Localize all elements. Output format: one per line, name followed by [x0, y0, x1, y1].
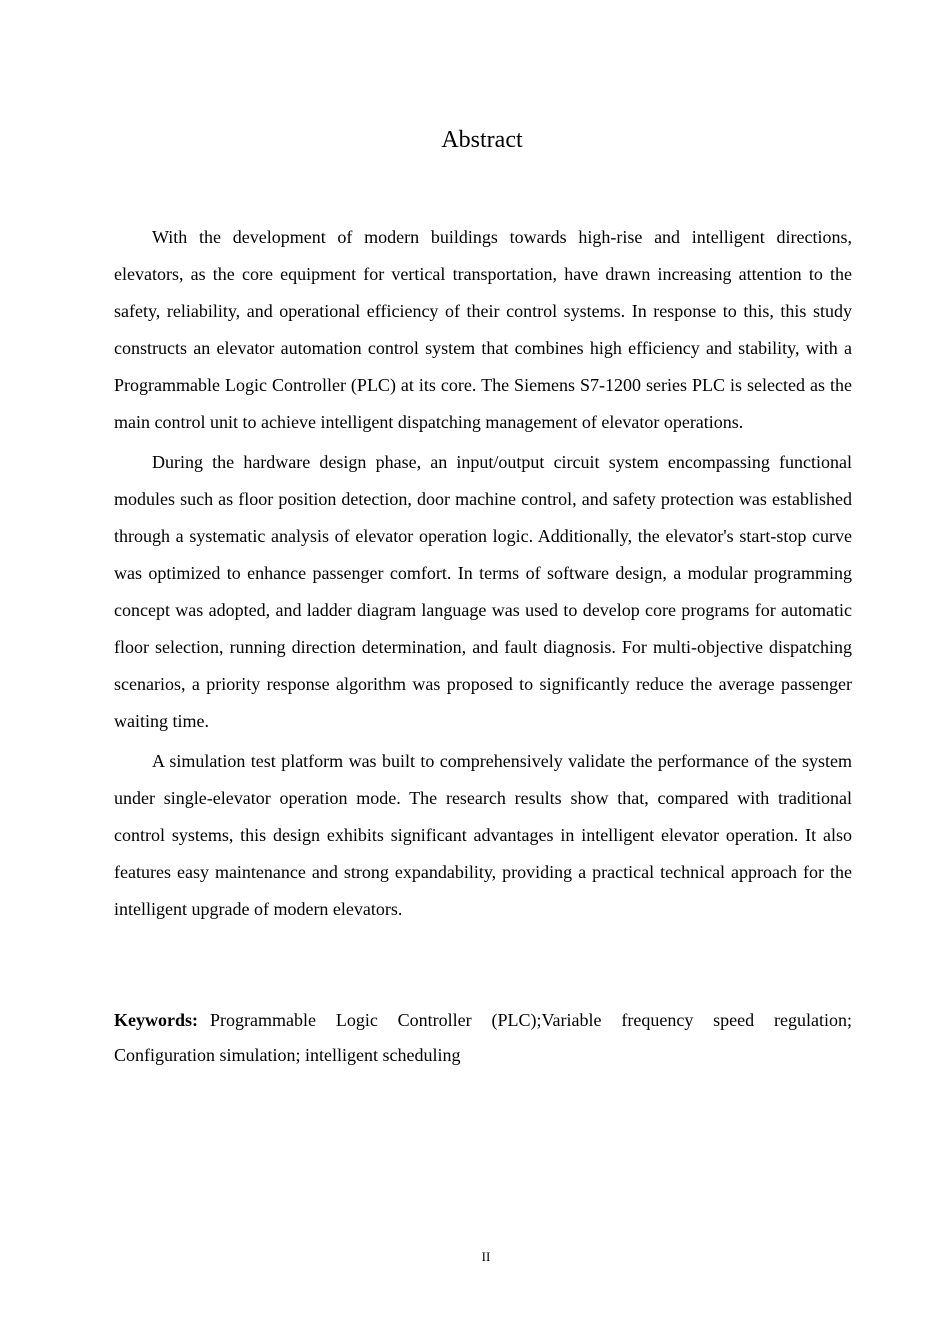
keywords-line	[114, 1003, 852, 1073]
keywords-text: Programmable Logic Controller (PLC);Variable frequency speed regulation; Configuration simulation; intelligent scheduling	[114, 1010, 852, 1065]
page-number: II	[481, 1249, 491, 1264]
keywords-label: Keywords:	[114, 1010, 198, 1030]
page-title: Abstract	[441, 127, 523, 153]
abstract-paragraph-3: A simulation test platform was built to comprehensively validate the performance of the system under single-elevator operation mode. The research results show that, compared with traditional control systems, this design exhibits significant advantages in intelligent elevator operation. It also features easy maintenance and strong expandability, providing a practical technical approach for the intelligent upgrade of modern elevators.	[114, 751, 852, 919]
abstract-body	[114, 219, 852, 931]
abstract-paragraph-2: During the hardware design phase, an input/output circuit system encompassing functional modules such as floor position detection, door machine control, and safety protection was established through a systematic analysis of elevator operation logic. Additionally, the elevator's start-stop curve was optimized to enhance passenger comfort. In terms of software design, a modular programming concept was adopted, and ladder diagram language was used to develop core programs for automatic floor selection, running direction determination, and fault diagnosis. For multi-objective dispatching scenarios, a priority response algorithm was proposed to significantly reduce the average passenger waiting time.	[114, 452, 852, 731]
abstract-paragraph-1: With the development of modern buildings towards high-rise and intelligent directions, elevators, as the core equipment for vertical transportation, have drawn increasing attention to the safety, reliability, and operational efficiency of their control systems. In response to this, this study constructs an elevator automation control system that combines high efficiency and stability, with a Programmable Logic Controller (PLC) at its core. The Siemens S7-1200 series PLC is selected as the main control unit to achieve intelligent dispatching management of elevator operations.	[114, 227, 852, 432]
